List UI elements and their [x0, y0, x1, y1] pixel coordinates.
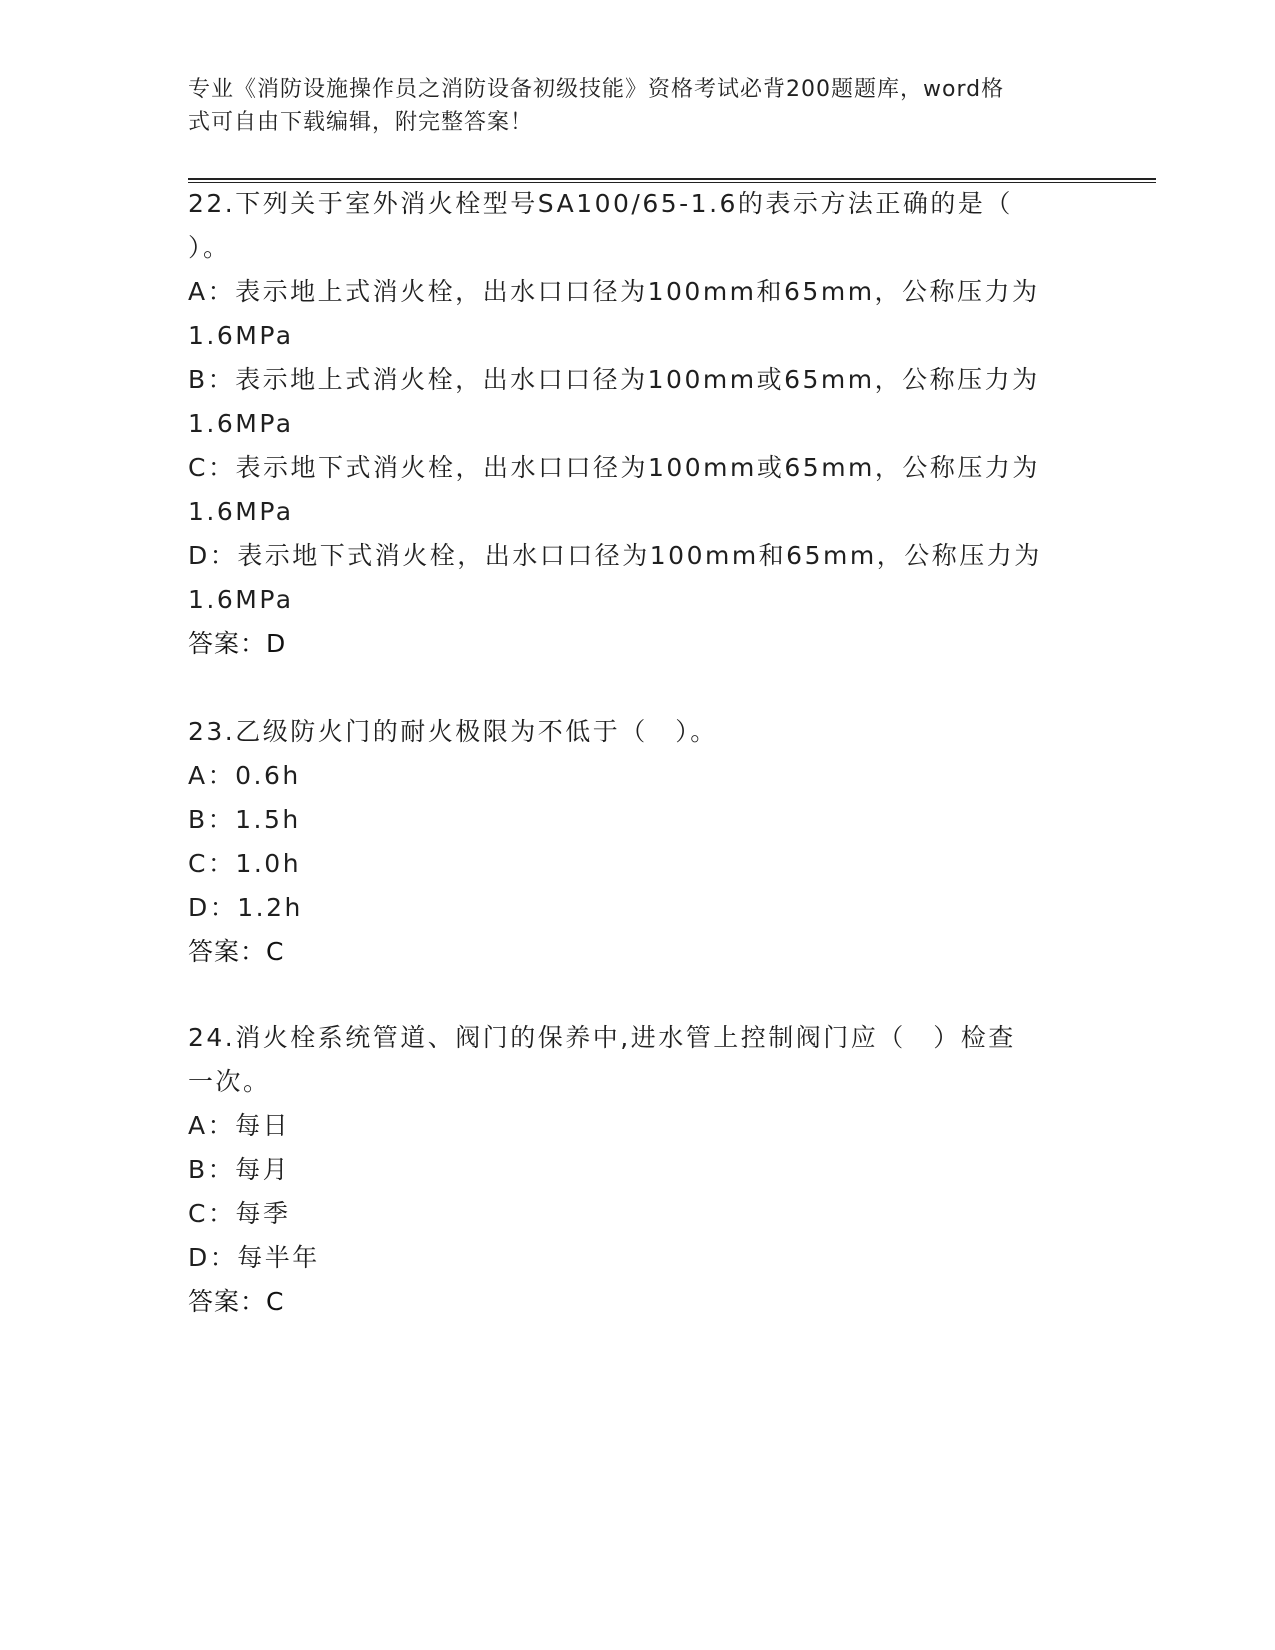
question-22-option-c-cont: 1.6MPa: [188, 497, 294, 526]
question-23-option-c: C：1.0h: [188, 849, 302, 878]
question-22-option-a: A：表示地上式消火栓，出水口口径为100mm和65mm，公称压力为: [188, 277, 1040, 306]
question-22-stem-line-2: ）。: [188, 233, 231, 262]
document-header: [188, 73, 1068, 139]
question-23-stem: 23.乙级防火门的耐火极限为不低于（ ）。: [188, 717, 718, 746]
header-line-2: 式可自由下载编辑，附完整答案！: [188, 110, 534, 135]
question-22-stem-line-1: 22.下列关于室外消火栓型号SA100/65-1.6的表示方法正确的是（: [188, 189, 1013, 218]
question-24-option-a: A：每日: [188, 1111, 291, 1140]
header-divider-thick: [188, 178, 1156, 180]
question-24-option-c: C：每季: [188, 1199, 291, 1228]
question-23-option-d: D：1.2h: [188, 893, 303, 922]
question-22-option-d-cont: 1.6MPa: [188, 585, 294, 614]
question-22-option-a-cont: 1.6MPa: [188, 321, 294, 350]
question-23-option-b: B：1.5h: [188, 805, 301, 834]
question-24-option-d: D：每半年: [188, 1243, 320, 1272]
header-divider-thin: [188, 182, 1156, 183]
question-24-stem-line-2: 一次。: [188, 1067, 271, 1096]
question-22-option-d: D：表示地下式消火栓，出水口口径为100mm和65mm，公称压力为: [188, 541, 1042, 570]
question-24-answer: 答案：C: [188, 1287, 285, 1316]
question-24-option-b: B：每月: [188, 1155, 291, 1184]
question-22-option-b-cont: 1.6MPa: [188, 409, 294, 438]
question-23-option-a: A：0.6h: [188, 761, 301, 790]
question-24-stem-line-1: 24.消火栓系统管道、阀门的保养中,进水管上控制阀门应（ ）检查: [188, 1023, 1016, 1052]
question-22-option-c: C：表示地下式消火栓，出水口口径为100mm或65mm，公称压力为: [188, 453, 1040, 482]
question-22-option-b: B：表示地上式消火栓，出水口口径为100mm或65mm，公称压力为: [188, 365, 1040, 394]
header-line-1: 专业《消防设施操作员之消防设备初级技能》资格考试必背200题题库，word格: [188, 77, 1005, 102]
question-22-answer: 答案：D: [188, 629, 287, 658]
question-23-answer: 答案：C: [188, 937, 285, 966]
